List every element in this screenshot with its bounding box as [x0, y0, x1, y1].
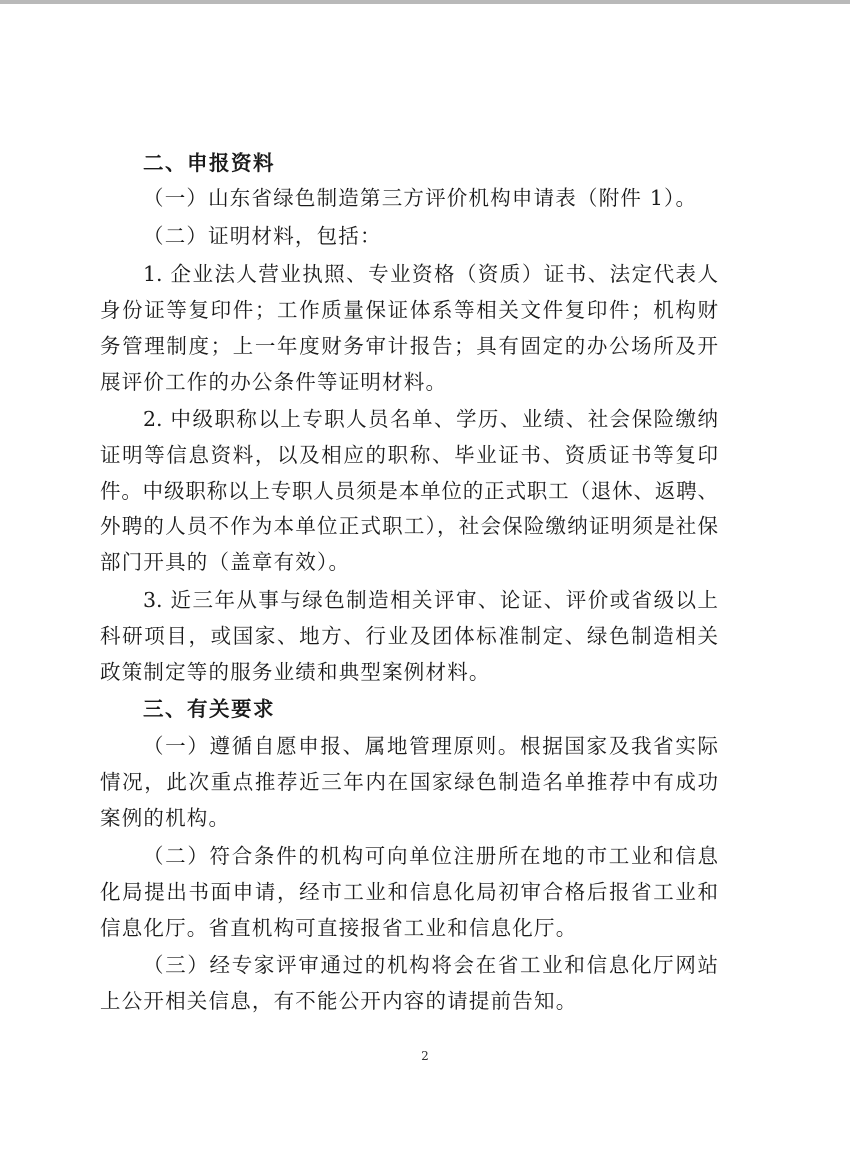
paragraph-line: （一）遵循自愿申报、属地管理原则。根据国家及我省实际	[143, 734, 718, 758]
paragraph-line: 信息化厅。省直机构可直接报省工业和信息化厅。	[100, 916, 578, 940]
paragraph-line: （二）符合条件的机构可向单位注册所在地的市工业和信息	[143, 844, 718, 868]
paragraph-line: 身份证等复印件；工作质量保证体系等相关文件复印件；机构财	[100, 298, 718, 322]
paragraph-line: 3. 近三年从事与绿色制造相关评审、论证、评价或省级以上	[143, 588, 718, 612]
paragraph-line: 政策制定等的服务业绩和典型案例材料。	[100, 660, 491, 684]
paragraph-line: 外聘的人员不作为本单位正式职工），社会保险缴纳证明须是社保	[100, 514, 718, 538]
paragraph-line: 2. 中级职称以上专职人员名单、学历、业绩、社会保险缴纳	[143, 407, 718, 431]
paragraph-line: （三）经专家评审通过的机构将会在省工业和信息化厅网站	[143, 953, 718, 977]
item-application-form: （一）山东省绿色制造第三方评价机构申请表（附件 1）。	[143, 186, 698, 210]
paragraph-line: 上公开相关信息，有不能公开内容的请提前告知。	[100, 989, 578, 1013]
paragraph-line: 1. 企业法人营业执照、专业资格（资质）证书、法定代表人	[143, 262, 718, 286]
paragraph-line: 情况，此次重点推荐近三年内在国家绿色制造名单推荐中有成功	[100, 770, 718, 794]
page-number: 2	[421, 1049, 429, 1063]
paragraph-line: 展评价工作的办公条件等证明材料。	[100, 370, 448, 394]
paragraph-line: 部门开具的（盖章有效）。	[100, 550, 351, 574]
paragraph-line: 务管理制度；上一年度财务审计报告；具有固定的办公场所及开	[100, 334, 718, 358]
paragraph-line: 科研项目，或国家、地方、行业及团体标准制定、绿色制造相关	[100, 624, 718, 648]
section-heading-requirements: 三、有关要求	[143, 697, 275, 721]
paragraph-line: 化局提出书面申请，经市工业和信息化局初审合格后报省工业和	[100, 880, 718, 904]
paragraph-line: 件。中级职称以上专职人员须是本单位的正式职工（退休、返聘、	[100, 479, 718, 503]
paragraph-line: 案例的机构。	[100, 806, 231, 830]
paragraph-line: 证明等信息资料，以及相应的职称、毕业证书、资质证书等复印	[100, 443, 718, 467]
section-heading-application-materials: 二、申报资料	[143, 151, 275, 175]
item-proof-materials: （二）证明材料，包括：	[143, 224, 382, 248]
